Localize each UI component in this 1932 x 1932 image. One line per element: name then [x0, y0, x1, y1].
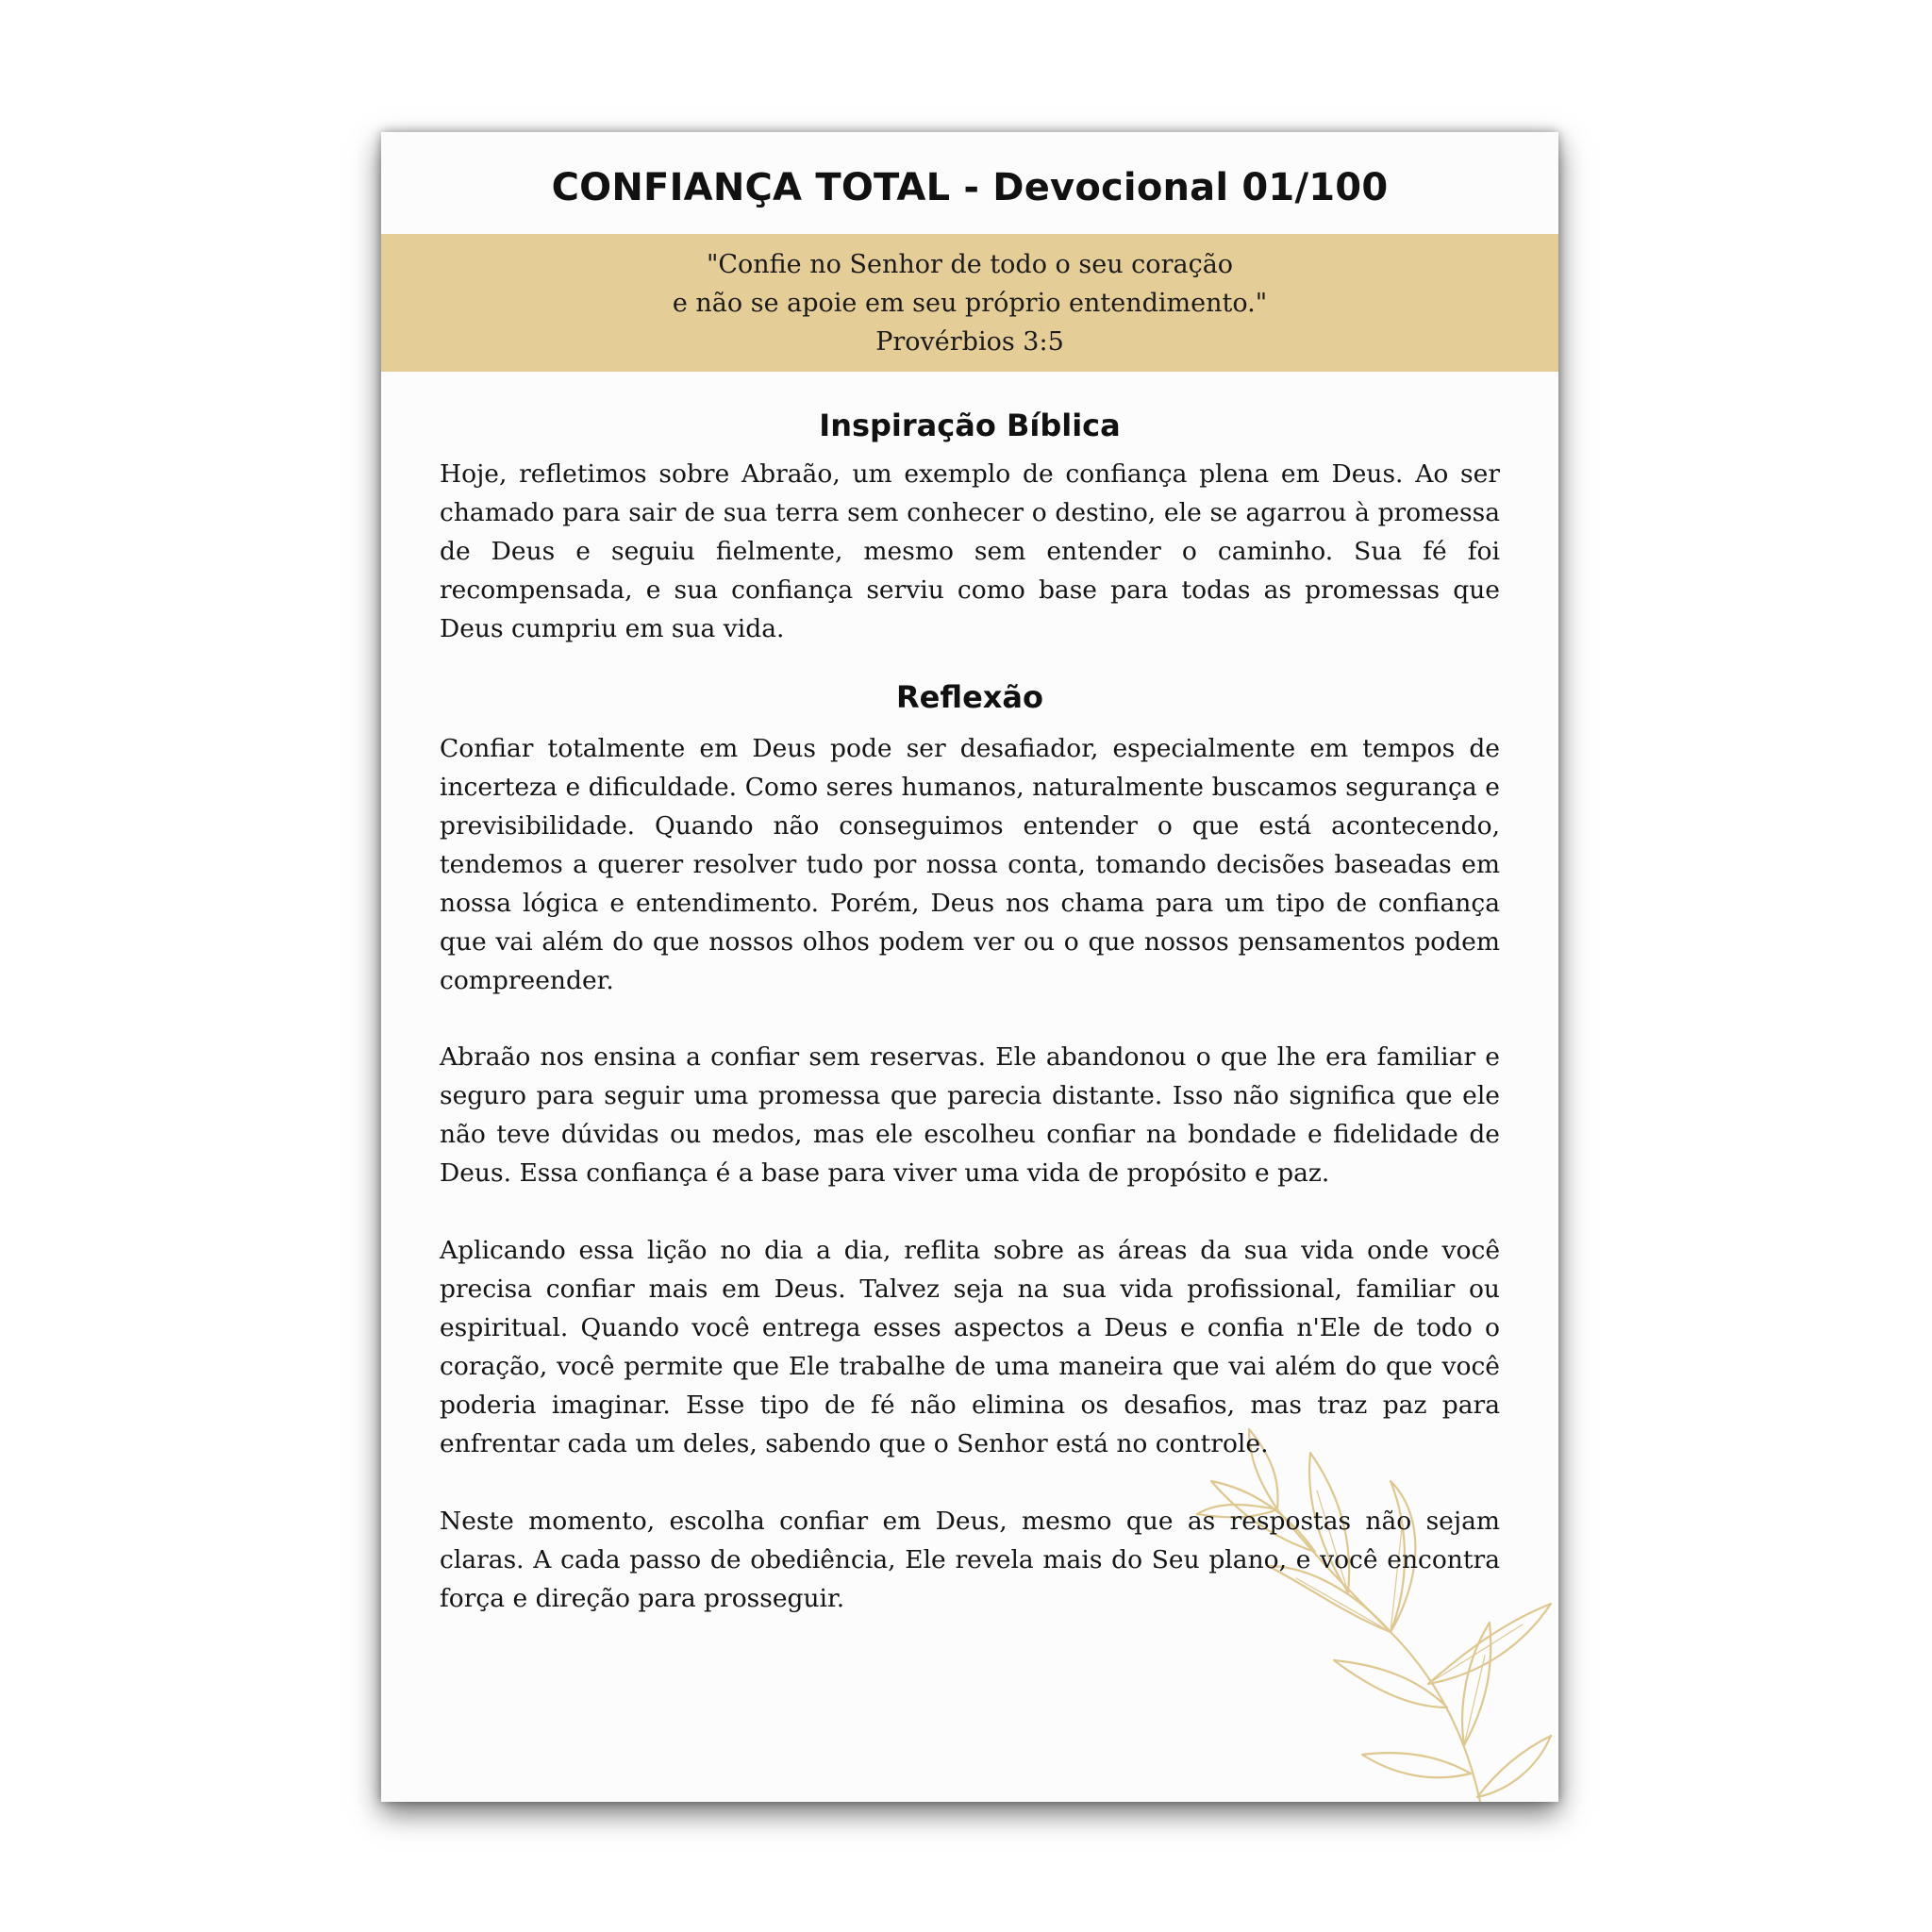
verse-line-1: "Confie no Senhor de todo o seu coração — [706, 250, 1234, 279]
verse-band — [381, 234, 1558, 372]
verse-line-2: e não se apoie em seu próprio entendimento." — [672, 289, 1268, 318]
paragraph-reflexao-2: Abraão nos ensina a confiar sem reservas. Ele abandonou o que lhe era familiar e seguro para seguir uma promessa que parecia distante. Isso não significa que ele não teve dúvidas ou medos, mas ele escolheu confiar na bondade e fidelidade de Deus. Essa confiança é a base para viver uma vida de propósito e paz. — [440, 1042, 1500, 1188]
section-heading-inspiracao: Inspiração Bíblica — [819, 408, 1121, 443]
page-title: CONFIANÇA TOTAL - Devocional 01/100 — [551, 166, 1389, 209]
section-heading-reflexao: Reflexão — [896, 679, 1043, 715]
paragraph-reflexao-3: Aplicando essa lição no dia a dia, reflita sobre as áreas da sua vida onde você precisa confiar mais em Deus. Talvez seja na sua vida profissional, familiar ou espiritual. Quando você entrega esses aspectos a Deus e confia n'Ele de todo o coração, você permite que Ele trabalhe de uma maneira que vai além do que você poderia imaginar. Esse tipo de fé não elimina os desafios, mas traz paz para enfrentar cada um deles, sabendo que o Senhor está no controle. — [440, 1236, 1500, 1458]
paragraph-reflexao-4: Neste momento, escolha confiar em Deus, mesmo que as respostas não sejam claras. A cada passo de obediência, Ele revela mais do Seu plano, e você encontra força e direção para prosseguir. — [440, 1507, 1500, 1613]
paragraph-reflexao-1: Confiar totalmente em Deus pode ser desafiador, especialmente em tempos de incerteza e dificuldade. Como seres humanos, naturalmente buscamos segurança e previsibilidade. Quando não conseguimos entender o que está acontecendo, tendemos a querer resolver tudo por nossa conta, tomando decisões baseadas em nossa lógica e entendimento. Porém, Deus nos chama para um tipo de confiança que vai além do que nossos olhos podem ver ou o que nossos pensamentos podem compreender. — [440, 734, 1500, 995]
devotional-page — [381, 132, 1558, 1802]
paragraph-inspiracao: Hoje, refletimos sobre Abraão, um exemplo de confiança plena em Deus. Ao ser chamado para sair de sua terra sem conhecer o destino, ele se agarrou à promessa de Deus e seguiu fielmente, mesmo sem entender o caminho. Sua fé foi recompensada, e sua confiança serviu como base para todas as promessas que Deus cumpriu em sua vida. — [440, 459, 1500, 643]
verse-reference: Provérbios 3:5 — [875, 327, 1064, 357]
